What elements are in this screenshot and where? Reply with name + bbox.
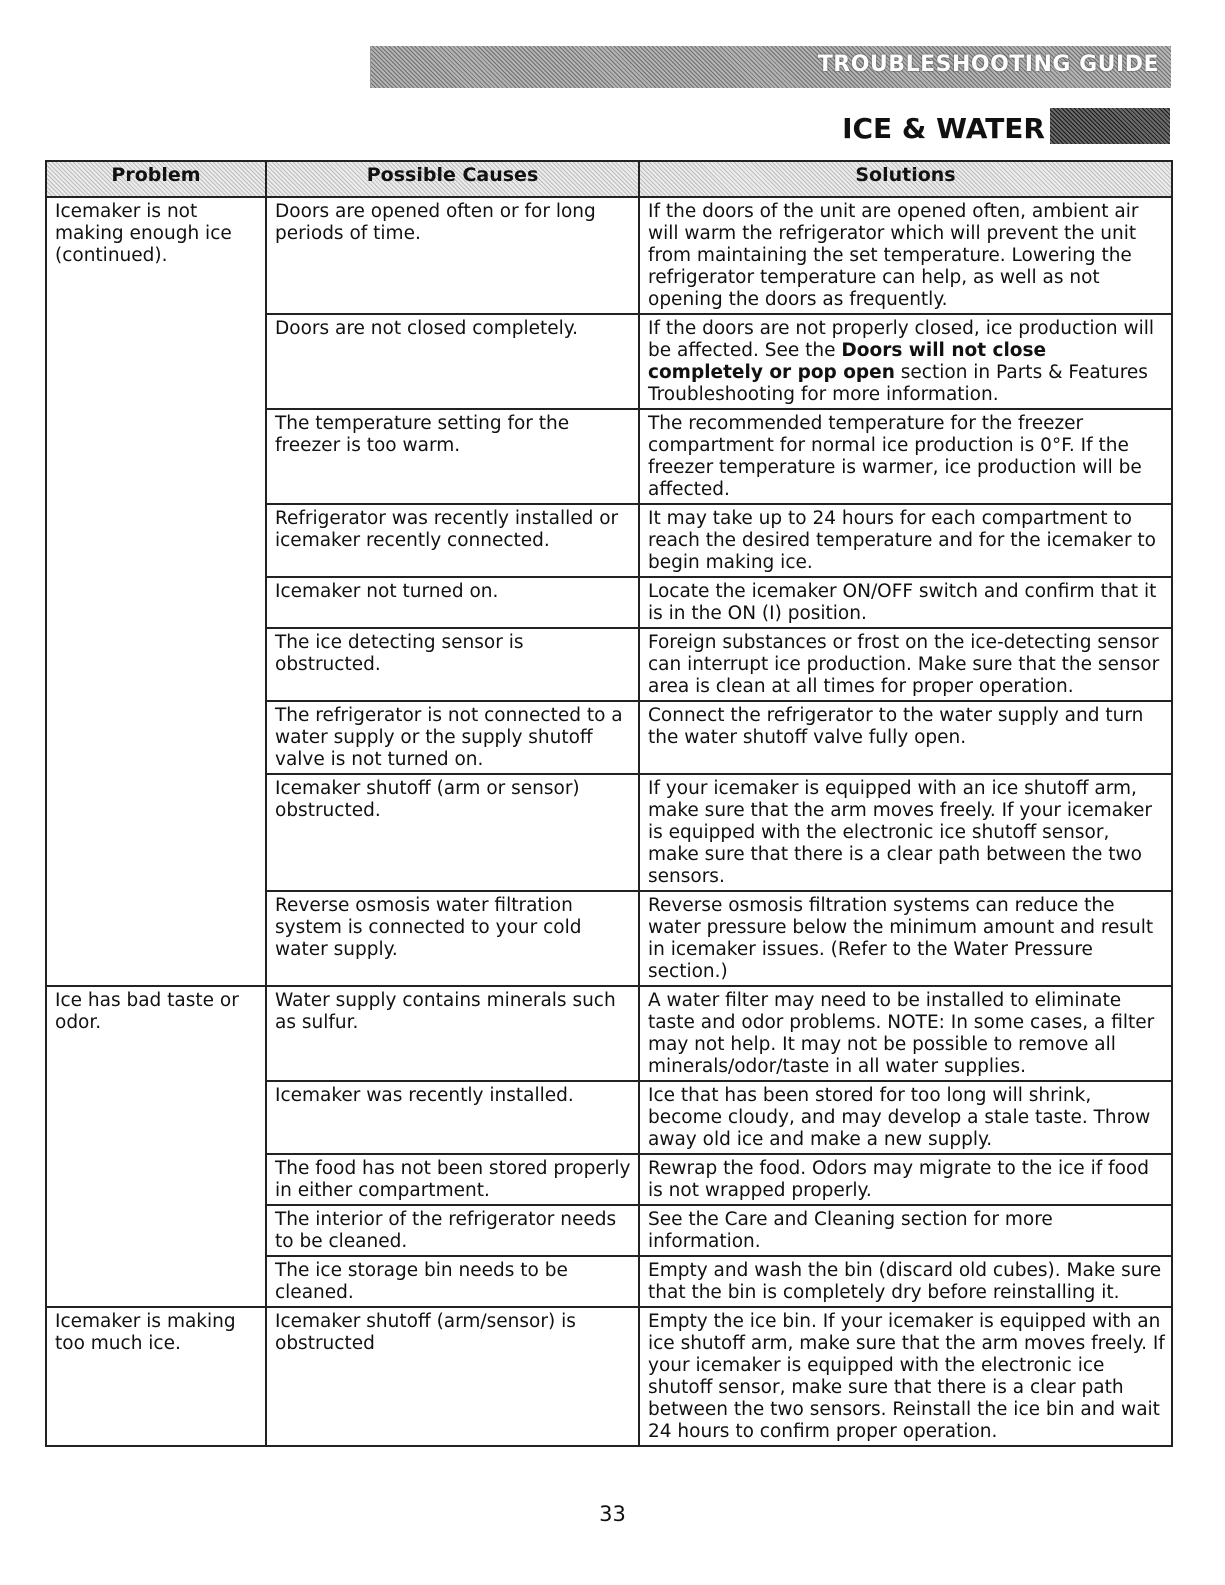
cause-cell: Refrigerator was recently installed or icemaker recently connected.: [266, 504, 639, 577]
solution-text: If the doors are not properly closed, ice production will be affected. See the: [648, 318, 1155, 361]
table-header-row: [46, 161, 1172, 197]
cause-cell: Doors are not closed completely.: [266, 314, 639, 409]
solution-text: section in Parts & Features Troubleshooting for more information.: [648, 362, 1148, 405]
cause-cell: The temperature setting for the freezer is too warm.: [266, 409, 639, 504]
solution-cell: Reverse osmosis filtration systems can reduce the water pressure below the minimum amount and result in icemaker issues. (Refer to the Water Pressure section.): [639, 891, 1172, 986]
solution-cell: Foreign substances or frost on the ice-detecting sensor can interrupt ice production. Make sure that the sensor area is clean at all times for proper operation.: [639, 628, 1172, 701]
problem-cell: Icemaker is not making enough ice (continued).: [46, 197, 266, 986]
cause-cell: The refrigerator is not connected to a water supply or the supply shutoff valve is not turned on.: [266, 701, 639, 774]
cause-cell: Icemaker was recently installed.: [266, 1081, 639, 1154]
solution-cell: Ice that has been stored for too long will shrink, become cloudy, and may develop a stale taste. Throw away old ice and make a new supply.: [639, 1081, 1172, 1154]
cause-cell: Doors are opened often or for long periods of time.: [266, 197, 639, 314]
solution-cell: Rewrap the food. Odors may migrate to the ice if food is not wrapped properly.: [639, 1154, 1172, 1205]
cause-cell: Water supply contains minerals such as sulfur.: [266, 986, 639, 1081]
column-header-problem: Problem: [46, 161, 266, 197]
column-header-solutions: Solutions: [639, 161, 1172, 197]
cause-cell: Icemaker shutoff (arm/sensor) is obstructed: [266, 1307, 639, 1446]
cause-cell: The interior of the refrigerator needs to be cleaned.: [266, 1205, 639, 1256]
page-number: 33: [599, 1502, 626, 1526]
cause-cell: The ice storage bin needs to be cleaned.: [266, 1256, 639, 1307]
table-row: [46, 986, 1172, 1081]
solution-cell: A water filter may need to be installed to eliminate taste and odor problems. NOTE: In some cases, a filter may not help. It may not be possible to remove all minerals/odor/taste in all water supplies.: [639, 986, 1172, 1081]
solution-reference-bold: Doors will not close completely or pop open: [648, 340, 1047, 383]
problem-cell: Icemaker is making too much ice.: [46, 1307, 266, 1446]
solution-cell: Empty and wash the bin (discard old cubes). Make sure that the bin is completely dry before reinstalling it.: [639, 1256, 1172, 1307]
solution-cell: Connect the refrigerator to the water supply and turn the water shutoff valve fully open.: [639, 701, 1172, 774]
problem-cell: Ice has bad taste or odor.: [46, 986, 266, 1307]
cause-cell: Icemaker not turned on.: [266, 577, 639, 628]
banner-title: TROUBLESHOOTING GUIDE: [817, 52, 1159, 77]
table-row: [46, 197, 1172, 314]
solution-cell: Locate the icemaker ON/OFF switch and confirm that it is in the ON (I) position.: [639, 577, 1172, 628]
section-title-block: [1050, 108, 1170, 144]
section-title: ICE & WATER: [842, 112, 1045, 145]
solution-cell: If the doors of the unit are opened often, ambient air will warm the refrigerator which will prevent the unit from maintaining the set temperature. Lowering the refrigerator temperature can help, as well as not opening the doors as frequently.: [639, 197, 1172, 314]
cause-cell: The ice detecting sensor is obstructed.: [266, 628, 639, 701]
solution-cell: Empty the ice bin. If your icemaker is equipped with an ice shutoff arm, make sure that the arm moves freely. If your icemaker is equipped with the electronic ice shutoff sensor, make sure that there is a clear path between the two sensors. Reinstall the ice bin and wait 24 hours to confirm proper operation.: [639, 1307, 1172, 1446]
column-header-causes: Possible Causes: [266, 161, 639, 197]
troubleshooting-table: [45, 160, 1173, 1447]
solution-cell: It may take up to 24 hours for each compartment to reach the desired temperature and for the icemaker to begin making ice.: [639, 504, 1172, 577]
header-banner: [370, 46, 1171, 88]
solution-cell: The recommended temperature for the freezer compartment for normal ice production is 0°F. If the freezer temperature is warmer, ice production will be affected.: [639, 409, 1172, 504]
cause-cell: Icemaker shutoff (arm or sensor) obstructed.: [266, 774, 639, 891]
solution-cell: See the Care and Cleaning section for more information.: [639, 1205, 1172, 1256]
cause-cell: The food has not been stored properly in either compartment.: [266, 1154, 639, 1205]
table-row: [46, 1307, 1172, 1446]
cause-cell: Reverse osmosis water filtration system is connected to your cold water supply.: [266, 891, 639, 986]
solution-cell: If your icemaker is equipped with an ice shutoff arm, make sure that the arm moves freely. If your icemaker is equipped with the electronic ice shutoff sensor, make sure that there is a clear path between the two sensors.: [639, 774, 1172, 891]
solution-cell: [639, 314, 1172, 409]
